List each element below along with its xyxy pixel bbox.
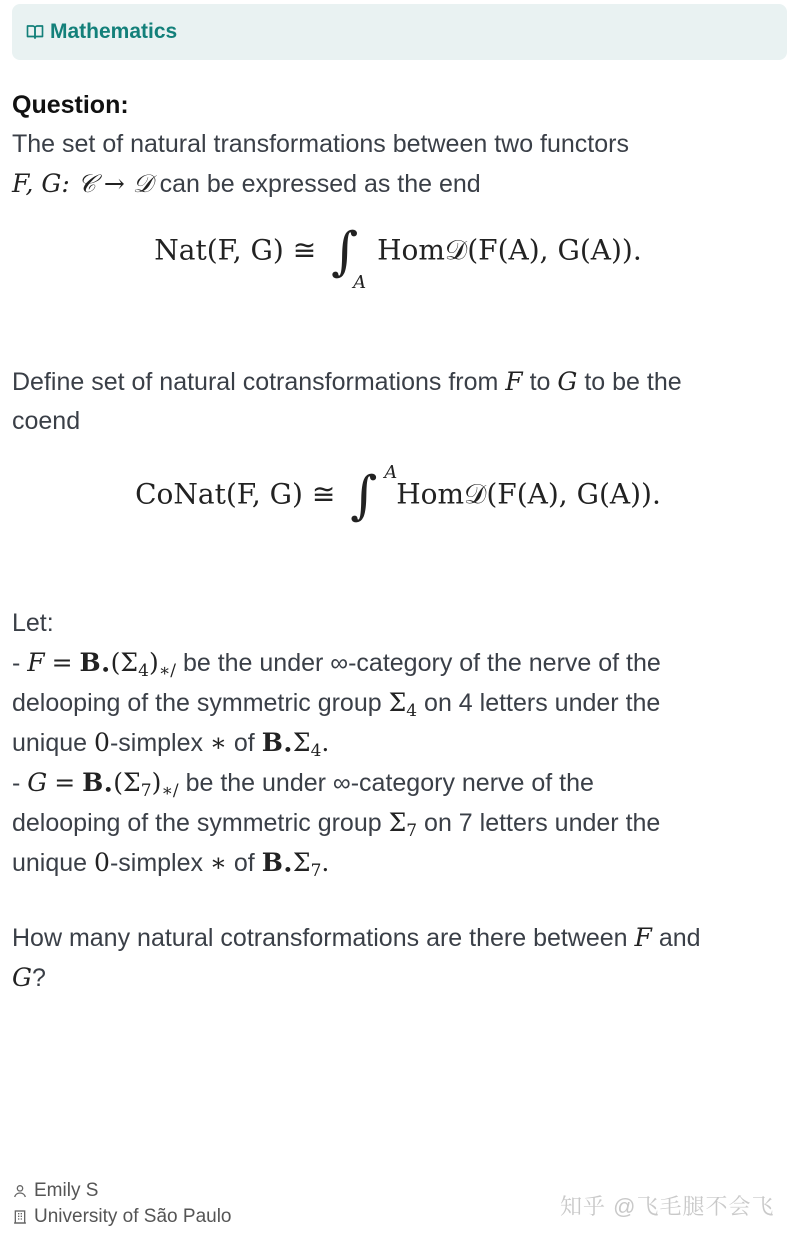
define-paragraph: Define set of natural cotransformations from F to G to be the coend [12, 367, 682, 435]
end-integral-sign: ∫ A [331, 222, 367, 293]
institution-name: University of São Paulo [34, 1206, 232, 1227]
question-heading: Question: [12, 91, 129, 119]
question-intro: The set of natural transformations between two functors F, G: 𝒞 → 𝒟 can be expressed as the end [12, 130, 629, 198]
final-question: How many natural cotransformations are there between F and G? [12, 923, 701, 992]
functor-declaration: F, G: 𝒞 → 𝒟 [12, 169, 153, 198]
building-icon [12, 1209, 28, 1225]
book-open-icon [26, 23, 44, 41]
author-name: Emily S [34, 1180, 99, 1201]
institution-line [12, 1206, 232, 1228]
watermark: 知乎 @飞毛腿不会飞 [560, 1194, 775, 1219]
conat-coend-formula: CoNat(F, G) ≅ ∫ A Hom𝒟(F(A), G(A)). [135, 462, 661, 526]
list-item: - $G = B_•(\Sigma_7)_{∗/}$ be the under ∞-category nerve of the [12, 768, 594, 801]
person-icon [12, 1183, 28, 1199]
let-list: Let: - $F = B_•(\Sigma_4)_{∗/}$ be the under ∞-category of the nerve of the delooping of the symmetric group $\Sigma_4$ on 4 letters under the unique 0-simplex ∗ of $B_•\Sigma_4$. - $G = B_•(\Sigma_7)_{∗/}$ be the under ∞-category nerve of the delooping of the symmetric group $\Sigma_7$ on 7 letters under the unique 0-simplex ∗ of $B_•\Sigma_7$. [12, 604, 787, 883]
author-line [12, 1180, 98, 1202]
subject-tag [12, 4, 787, 60]
nat-end-formula: Nat(F, G) ≅ ∫ A Hom𝒟(F(A), G(A)). [154, 222, 642, 293]
coend-integral-sign: ∫ A [350, 462, 398, 526]
list-item: - $F = B_•(\Sigma_4)_{∗/}$ be the under ∞-category of the nerve of the [12, 648, 661, 681]
subject-label: Mathematics [50, 20, 178, 43]
